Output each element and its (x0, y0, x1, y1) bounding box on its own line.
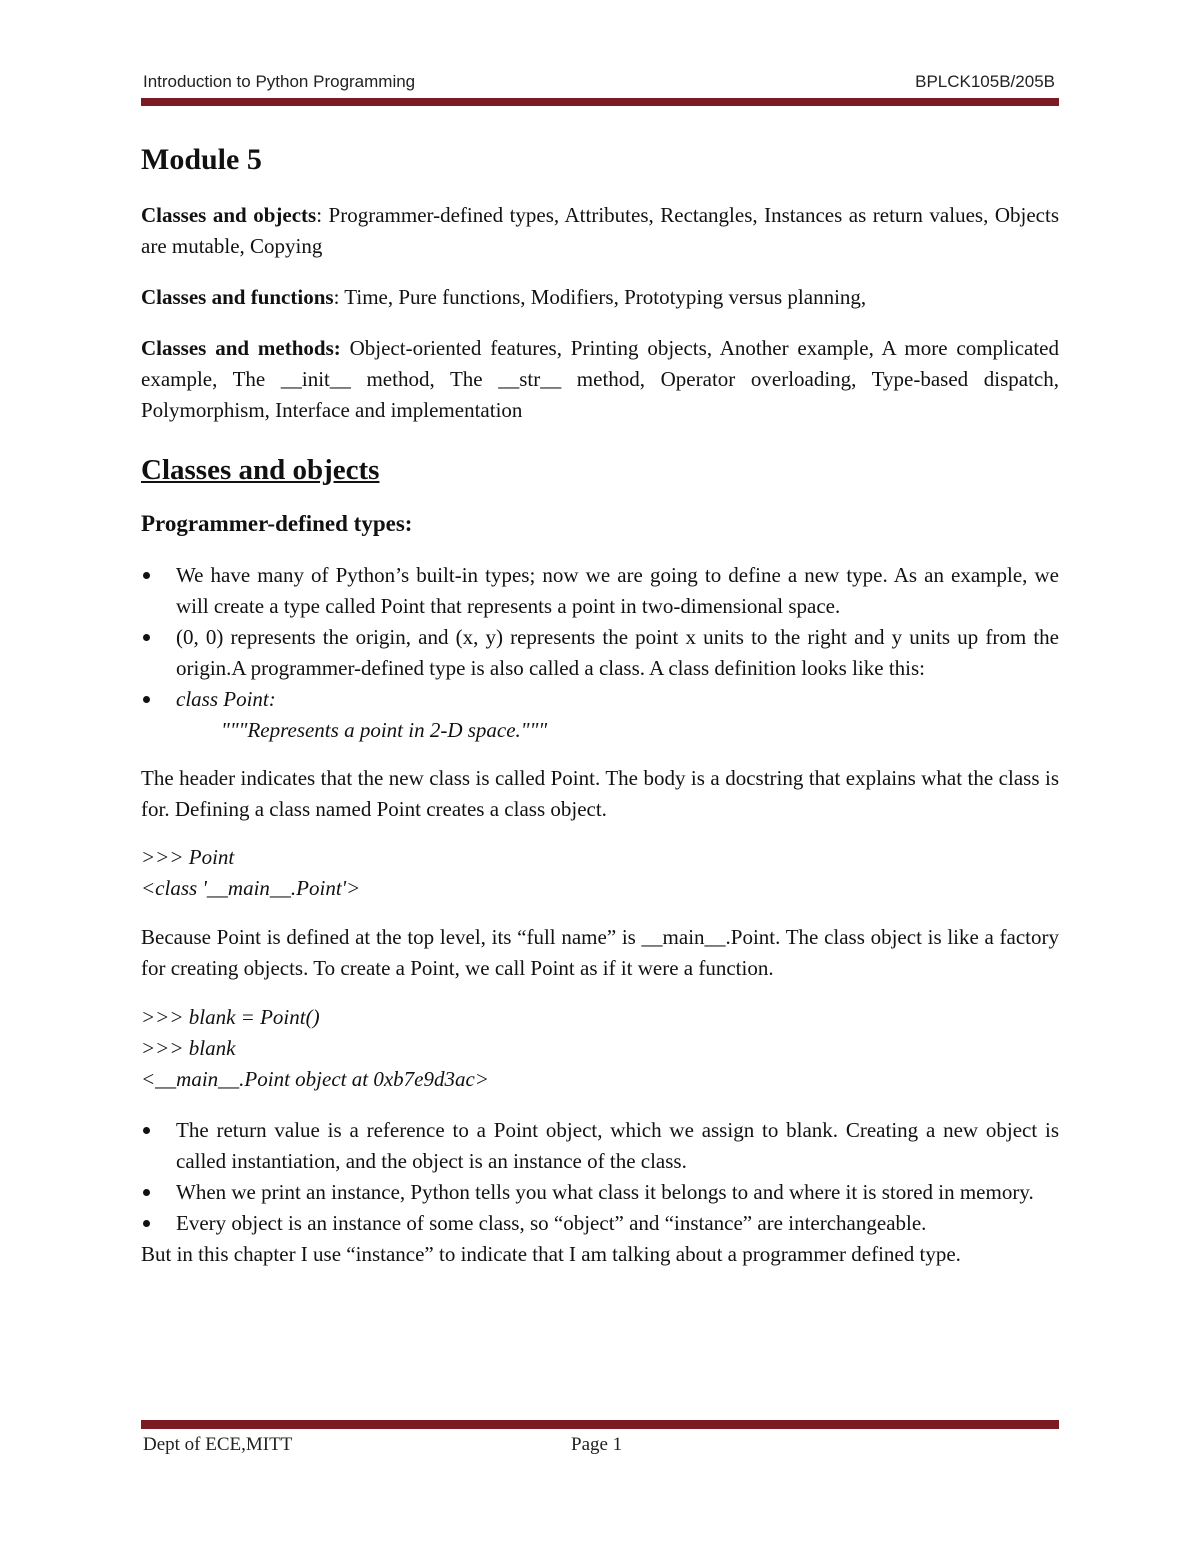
topic-classes-methods (141, 333, 1059, 426)
list-item (141, 1177, 1059, 1208)
topic-classes-functions (141, 282, 1059, 313)
list-item (141, 684, 1059, 746)
topic-sep: : (333, 285, 340, 309)
paragraph-chapter: But in this chapter I use “instance” to indicate that I am talking about a programmer defined type. (141, 1242, 961, 1266)
page-header (141, 72, 1059, 96)
bullet-icon (143, 1220, 150, 1227)
subsection-title: Programmer-defined types: (141, 511, 413, 536)
code-line: >>> blank (141, 1036, 236, 1060)
bullet-icon (143, 696, 150, 703)
list-item-text: (0, 0) represents the origin, and (x, y) represents the point x units to the right and y units up from the origin.A programmer-defined type is also called a class. A class definition looks like this: (176, 625, 1059, 680)
topic-text: Object-oriented features, Printing objects, Another example, A more complicated example, The __init__ method, The __str__ method, Operator overloading, Type-based dispatch, Polymorphism, Interface and implementation (141, 336, 1060, 422)
list-item (141, 1208, 1059, 1239)
bullet-icon (143, 1127, 150, 1134)
footer-page-number: Page 1 (571, 1434, 623, 1455)
header-rule (141, 98, 1059, 106)
list-item-text: The return value is a reference to a Point object, which we assign to blank. Creating a new object is called instantiation, and the object is an instance of the class. (176, 1118, 1059, 1173)
bullet-icon (143, 634, 150, 641)
list-item (141, 622, 1059, 684)
topic-label: Classes and functions (141, 285, 334, 309)
code-block-point (141, 842, 1059, 904)
list-item-text: Every object is an instance of some class, so “object” and “instance” are interchangeable. (176, 1211, 927, 1235)
page-content (141, 140, 1059, 1270)
header-course-code: BPLCK105B/205B (915, 72, 1055, 91)
class-def-line: class Point: (176, 687, 276, 711)
code-line: >>> Point (141, 845, 235, 869)
list-item-text: We have many of Python’s built-in types; now we are going to define a new type. As an example, we will create a type called Point that represents a point in two-dimensional space. (176, 563, 1059, 618)
paragraph-because: Because Point is defined at the top level, its “full name” is __main__.Point. The class object is like a factory for creating objects. To create a Point, we call Point as if it were a function. (141, 925, 1059, 980)
bullet-icon (143, 572, 150, 579)
footer-rule (141, 1420, 1059, 1429)
code-line: >>> blank = Point() (141, 1005, 320, 1029)
topic-label: Classes and methods: (141, 336, 341, 360)
bullet-icon (143, 1189, 150, 1196)
footer-dept: Dept of ECE,MITT (143, 1434, 293, 1455)
list-item-text: When we print an instance, Python tells you what class it belongs to and where it is stored in memory. (176, 1180, 1034, 1204)
code-line: <class '__main__.Point'> (141, 876, 361, 900)
topic-sep: : (316, 203, 323, 227)
topic-label: Classes and objects (141, 203, 317, 227)
class-docstring: """Represents a point in 2-D space.""" (221, 718, 548, 742)
topic-classes-objects (141, 200, 1059, 262)
list-item (141, 560, 1059, 622)
section-title: Classes and objects (141, 454, 380, 486)
paragraph-header: The header indicates that the new class is called Point. The body is a docstring that explains what the class is for. Defining a class named Point creates a class object. (141, 766, 1059, 821)
header-title: Introduction to Python Programming (143, 72, 416, 91)
instance-bullet-list (141, 1115, 1059, 1239)
topic-text: Time, Pure functions, Modifiers, Prototyping versus planning, (339, 285, 867, 309)
intro-bullet-list (141, 560, 1059, 746)
code-line: <__main__.Point object at 0xb7e9d3ac> (141, 1067, 489, 1091)
list-item (141, 1115, 1059, 1177)
page-footer (141, 1434, 1059, 1462)
module-title: Module 5 (141, 143, 262, 176)
topic-text: Programmer-defined types, Attributes, Rectangles, Instances as return values, Objects are mutable, Copying (141, 203, 1059, 258)
code-block-blank (141, 1002, 1059, 1095)
